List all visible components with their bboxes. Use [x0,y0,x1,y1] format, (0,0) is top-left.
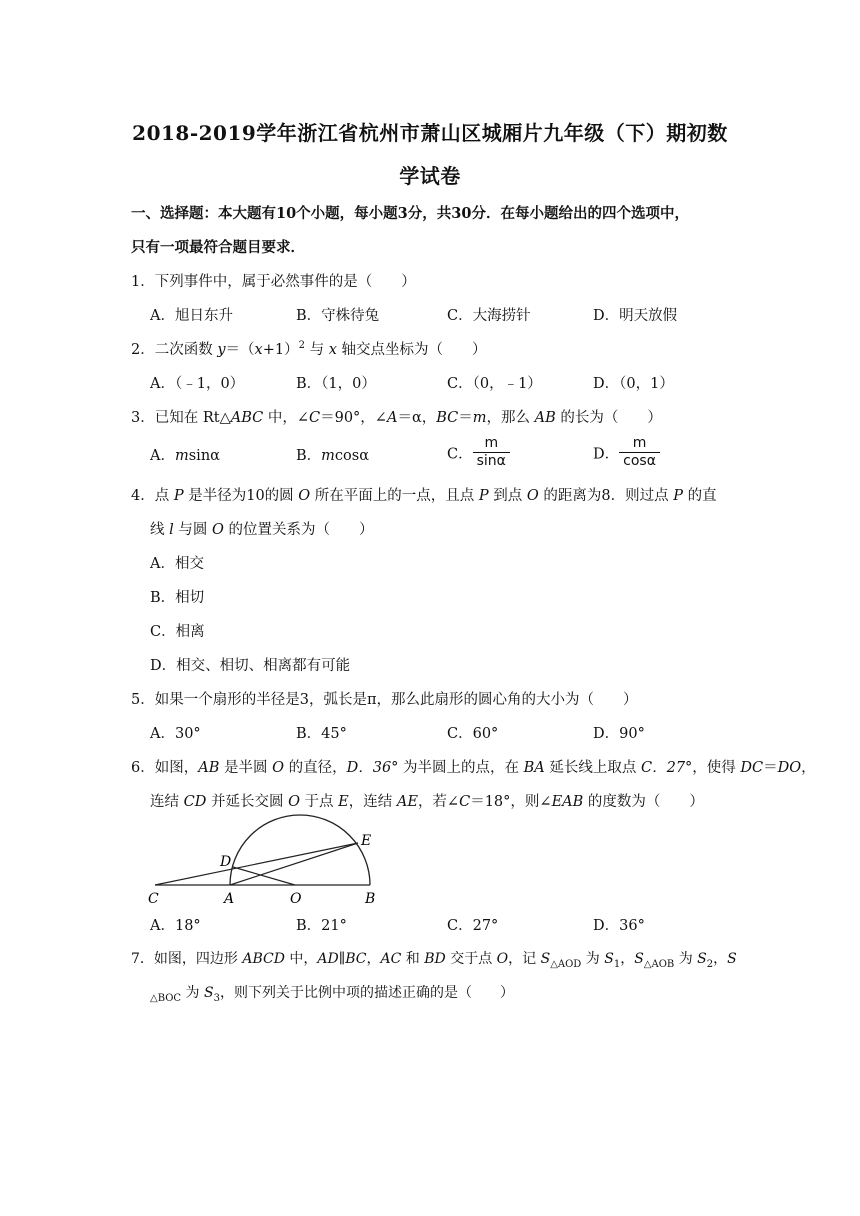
line-ce [155,843,358,885]
q7-var: BC [345,951,367,967]
question-4-stem-line2 [150,518,373,539]
q6-text: 连结 [150,794,184,810]
q4-text: 是半径为10的圆 [183,488,299,504]
q7-text: 和 [401,951,425,967]
q7-text: 中， [284,951,318,967]
question-7-stem-line2 [150,982,514,1004]
q6-semicircle-figure [140,810,390,910]
q7-var: S [727,951,737,967]
q7-text: ∥ [338,951,346,967]
q7-text: ，则下列关于比例中项的描述正确的是（ ） [219,985,514,1001]
q7-var: BD [424,951,446,967]
option-text: sinα [188,448,220,464]
q2-option-d: D．（0，1） [593,376,674,392]
question-4-stem-line1 [131,484,717,505]
q4-var: P [478,488,489,504]
q5-option-c: C．60° [447,726,499,742]
q3-var: m [472,410,487,426]
q6-var: D．36° [346,760,399,776]
q4-var: O [298,488,311,504]
q7-subscript: △AOB [643,958,675,970]
q2-option-b: B．（1，0） [296,376,376,392]
question-6-stem-line1 [131,756,816,777]
q2-text: 与 [304,342,329,358]
q6-var: AB [198,760,220,776]
q3-var: BC [436,410,459,426]
q7-var: S [540,951,551,967]
q5-option-d: D．90° [593,726,645,742]
q7-text: 7．如图，四边形 [131,951,243,967]
fraction-denominator: sinα [476,453,506,470]
q7-subscript: 3 [213,992,220,1004]
q7-text: ， [713,951,728,967]
option-label: A． [150,448,175,464]
q7-text: 为 [674,951,698,967]
fraction-numerator: m [632,435,647,451]
q6-option-c: C．27° [447,918,499,934]
q6-var: DO [777,760,802,776]
question-2-stem [131,338,487,359]
q6-var: EAB [551,794,584,810]
fig-label-e: E [361,833,372,849]
q2-text: ＝（ [225,342,255,358]
exam-title-line2: 学试卷 [399,164,461,188]
question-6-stem-line2 [150,790,704,811]
q2-var-x: x [328,342,337,358]
q4-text: 线 [150,522,170,538]
q3-var: ABC [230,410,264,426]
q2-option-c: C．（0，﹣1） [447,376,542,392]
fig-label-o: O [290,891,302,907]
q3-option-a [150,444,220,465]
q6-text: 延长线上取点 [544,760,641,776]
q4-text: 4．点 [131,488,174,504]
q4-text: 与圆 [173,522,212,538]
q4-option-a: A．相交 [150,556,204,572]
q6-var: AE [396,794,418,810]
q3-option-c [447,436,510,470]
q7-var: O [496,951,509,967]
q6-var: O [272,760,284,776]
q6-option-a: A．18° [150,918,201,934]
q7-var: ABCD [242,951,285,967]
option-label: D． [593,446,620,463]
q4-option-d: D．相交、相切、相离都有可能 [150,658,351,674]
q4-text: 所在平面上的一点，且点 [310,488,479,504]
fig-label-b: B [365,891,376,907]
q7-var: AC [380,951,402,967]
q7-text: ， [620,951,635,967]
q7-subscript: 1 [613,958,621,970]
q7-text: 交于点 [445,951,497,967]
q6-text: ， [801,760,816,776]
q6-var: C [459,794,471,810]
q2-exponent: 2 [298,340,305,352]
q7-var: AD [317,951,339,967]
q2-var-x: x [254,342,263,358]
q3-option-d [593,436,660,470]
q2-text: +1） [262,342,299,358]
fig-label-c: C [148,891,159,907]
q3-text: ＝90°，∠ [320,410,387,426]
q6-text: ＝ [763,760,778,776]
q3-text: 的长为（ ） [555,410,662,426]
semicircle-arc [230,815,370,885]
q4-var: O [211,522,224,538]
q6-text: 并延长交圆 [206,794,289,810]
q4-var: P [673,488,683,504]
q5-option-b: B．45° [296,726,347,742]
q7-var: S [634,951,644,967]
q6-text: 的度数为（ ） [583,794,704,810]
q2-text: 轴交点坐标为（ ） [336,342,487,358]
q7-var: S [203,985,214,1001]
q7-text: 为 [581,951,605,967]
q1-option-a: A．旭日东升 [150,308,233,324]
question-3-stem [131,406,662,427]
q6-var: DC [740,760,764,776]
q4-text: 的距离为8．则过点 [538,488,674,504]
question-7-stem-line1 [131,948,737,970]
q4-var: O [526,488,539,504]
q6-option-b: B．21° [296,918,347,934]
q7-text: ，记 [508,951,541,967]
q6-var: BA [523,760,545,776]
q3-text: ＝α， [397,410,437,426]
q6-text: ，连结 [348,794,397,810]
line-ae [230,843,358,885]
q3-var: C [309,410,321,426]
q6-option-d: D．36° [593,918,645,934]
q6-text: ，使得 [692,760,741,776]
q7-text: 为 [181,985,204,1001]
q4-option-b: B．相切 [150,590,205,606]
q1-option-b: B．守株待兔 [296,308,380,324]
option-text: cosα [334,448,369,464]
q5-option-a: A．30° [150,726,201,742]
q4-var: l [169,522,174,538]
q6-text: ＝18°，则∠ [470,794,552,810]
option-label: B． [296,448,322,464]
question-5-stem: 5．如果一个扇形的半径是3，弧长是π，那么此扇形的圆心角的大小为（ ） [131,692,638,708]
q3-text: 3．已知在 Rt△ [131,410,231,426]
q3-option-c-fraction [473,436,510,470]
q6-text: 的直径， [283,760,347,776]
q4-var: P [173,488,184,504]
q6-text: 6．如图， [131,760,199,776]
q6-text: ，若∠ [417,794,460,810]
exam-title-line1: 2018-2019学年浙江省杭州市萧山区城厢片九年级（下）期初数 [132,121,728,145]
q6-var: O [288,794,300,810]
q4-text: 到点 [488,488,527,504]
q1-option-d: D．明天放假 [593,308,678,324]
q6-text: 是半圆 [219,760,273,776]
section-heading-line1: 一、选择题：本大题有10个小题，每小题3分，共30分．在每小题给出的四个选项中， [131,205,689,222]
q6-text: 于点 [299,794,339,810]
q6-var: E [338,794,349,810]
fraction-denominator: cosα [623,453,656,470]
q2-var-y: y [217,342,226,358]
fraction-numerator: m [484,435,499,451]
q6-text: 为半圆上的点，在 [398,760,524,776]
q2-text: 2．二次函数 [131,342,218,358]
q3-var: A [386,410,398,426]
option-var: m [174,448,189,464]
q3-option-d-fraction [619,436,660,470]
q3-option-b [296,444,369,465]
q3-var: AB [534,410,556,426]
q7-text: ， [366,951,381,967]
q3-text: ＝ [458,410,473,426]
q7-subscript: 2 [706,958,714,970]
question-1-stem: 1．下列事件中，属于必然事件的是（ ） [131,274,416,290]
q3-text: 中，∠ [263,410,309,426]
q7-var: S [604,951,614,967]
fig-label-a: A [224,891,235,907]
fig-label-d: D [220,854,232,870]
q7-subscript: △AOD [550,958,582,970]
option-var: m [321,448,335,464]
q4-text: 的位置关系为（ ） [223,522,374,538]
q4-option-c: C．相离 [150,624,205,640]
q6-var: C．27° [641,760,693,776]
q7-var: S [697,951,707,967]
option-label: C． [447,446,473,463]
q4-text: 的直 [682,488,717,504]
q6-var: CD [183,794,207,810]
line-do [233,867,295,885]
q3-text: ，那么 [486,410,535,426]
q2-option-a: A．（﹣1，0） [150,376,245,392]
q1-option-c: C．大海捞针 [447,308,531,324]
q7-subscript: △BOC [150,992,182,1004]
section-heading-line2: 只有一项最符合题目要求． [131,239,305,256]
